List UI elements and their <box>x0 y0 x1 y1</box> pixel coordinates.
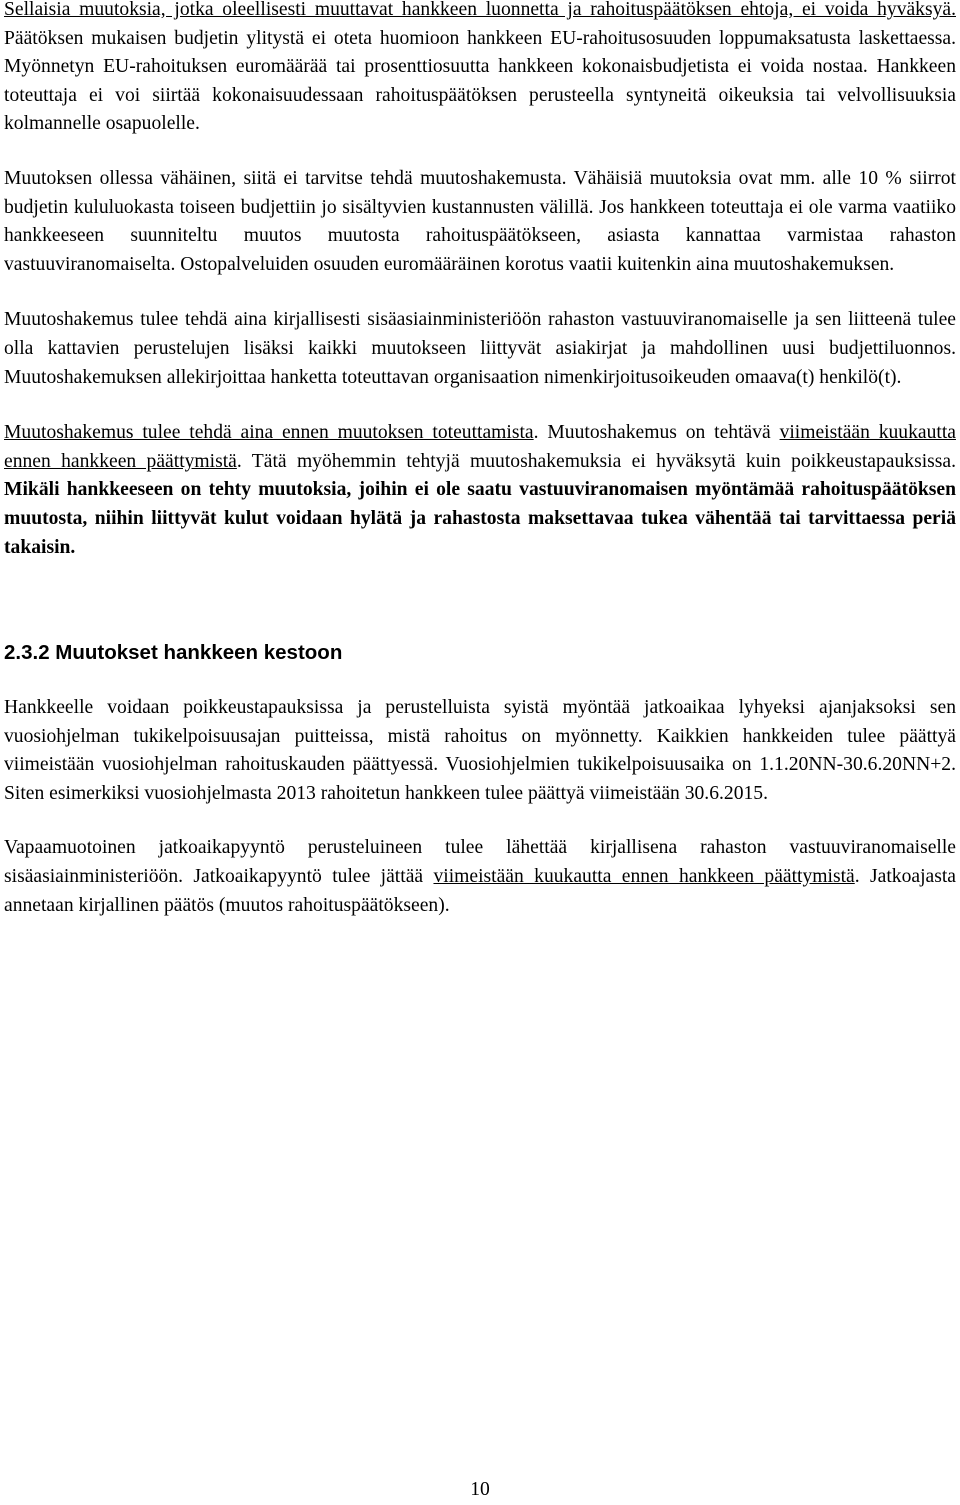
paragraph-extension: Hankkeelle voidaan poikkeustapauksissa ja perustelluista syistä myöntää jatkoaikaa lyhyeksi ajanjaksoksi sen vuosiohjelman tukikelpoisuusajan puitteissa, mistä rahoitus on myönnetty. Kaikkien hankkeiden tulee päättyä viimeistään vuosiohjelman rahoituskauden päättyessä. Vuosiohjelmien tukikelpoisuusaika on 1.1.20NN-30.6.20NN+2. Siten esimerkiksi vuosiohjelmasta 2013 rahoitetun hankkeen tulee päättyä viimeistään 30.6.2015. <box>4 697 956 804</box>
document-page <box>4 0 956 920</box>
body-text: . Tätä myöhemmin tehtyjä muutoshakemuksia ei hyväksytä kuin poikkeustapauksissa. <box>236 450 956 472</box>
underlined-text: viimeistään kuukautta ennen hankkeen päättymistä <box>433 866 855 888</box>
underlined-text: Muutoshakemus tulee tehdä aina ennen muutoksen toteuttamista <box>4 422 534 444</box>
body-text: . Jatkoajasta annetaan kirjallinen päätös (muutos rahoituspäätökseen). <box>4 866 956 916</box>
paragraph-change-application: Muutoshakemus tulee tehdä aina kirjallisesti sisäasiainministeriöön rahaston vastuuviranomaiselle ja sen liitteenä tulee olla kattavien perustelujen lisäksi kaikki muutokseen liittyvät asiakirjat ja mahdollinen uusi budjettiluonnos. Muutoshakemuksen allekirjoittaa hanketta toteuttavan organisaation nimenkirjoitusoikeuden omaava(t) henkilö(t). <box>4 309 956 388</box>
section-heading: 2.3.2 Muutokset hankkeen kestoon <box>4 641 343 665</box>
paragraph-change-restrictions <box>4 0 956 139</box>
underlined-text: viimeistään kuukautta ennen hankkeen päättymistä <box>4 422 956 472</box>
page-number: 10 <box>470 1479 490 1500</box>
underlined-text: Sellaisia muutoksia, jotka oleellisesti muuttavat hankkeen luonnetta ja rahoituspäätöksen ehtoja, ei voida hyväksyä. <box>4 0 956 20</box>
paragraph-extension-request <box>4 834 956 920</box>
bold-text: Mikäli hankkeeseen on tehty muutoksia, joihin ei ole saatu vastuuviranomaisen myöntämää rahoituspäätöksen muutosta, niihin liittyvät kulut voidaan hylätä ja rahastosta maksettavaa tukea vähentää tai tarvittaessa periä takaisin. <box>4 479 956 558</box>
paragraph-minor-changes: Muutoksen ollessa vähäinen, siitä ei tarvitse tehdä muutoshakemusta. Vähäisiä muutoksia ovat mm. alle 10 % siirrot budjetin kululuokasta toiseen budjettiin jo sisältyvien kustannusten välillä. Jos hankkeen toteuttaja ei ole varma vaatiiko hankkeeseen suunniteltu muutos muutosta rahoituspäätökseen, asiasta kannattaa varmistaa rahaston vastuuviranomaiselta. Ostopalveluiden osuuden euromääräinen korotus vaatii kuitenkin aina muutoshakemuksen. <box>4 167 956 275</box>
body-text: Vapaamuotoinen jatkoaikapyyntö perusteluineen tulee lähettää kirjallisena rahaston vastuuviranomaiselle sisäasiainministeriöön. Jatkoaikapyyntö tulee jättää <box>4 837 956 888</box>
body-text: . Muutoshakemus on tehtävä <box>533 422 780 444</box>
body-text: Päätöksen mukaisen budjetin ylitystä ei oteta huomioon hankkeen EU-rahoitusosuuden loppumaksatusta laskettaessa. Myönnetyn EU-rahoituksen euromäärää tai prosenttiosuutta hankkeen kokonaisbudjetista ei voida nostaa. Hankkeen toteuttaja ei voi siirtää kokonaisuudessaan rahoituspäätöksen perusteella syntyneitä oikeuksia tai velvollisuuksia kolmannelle osapuolelle. <box>4 27 956 135</box>
paragraph-application-timing <box>4 419 956 562</box>
